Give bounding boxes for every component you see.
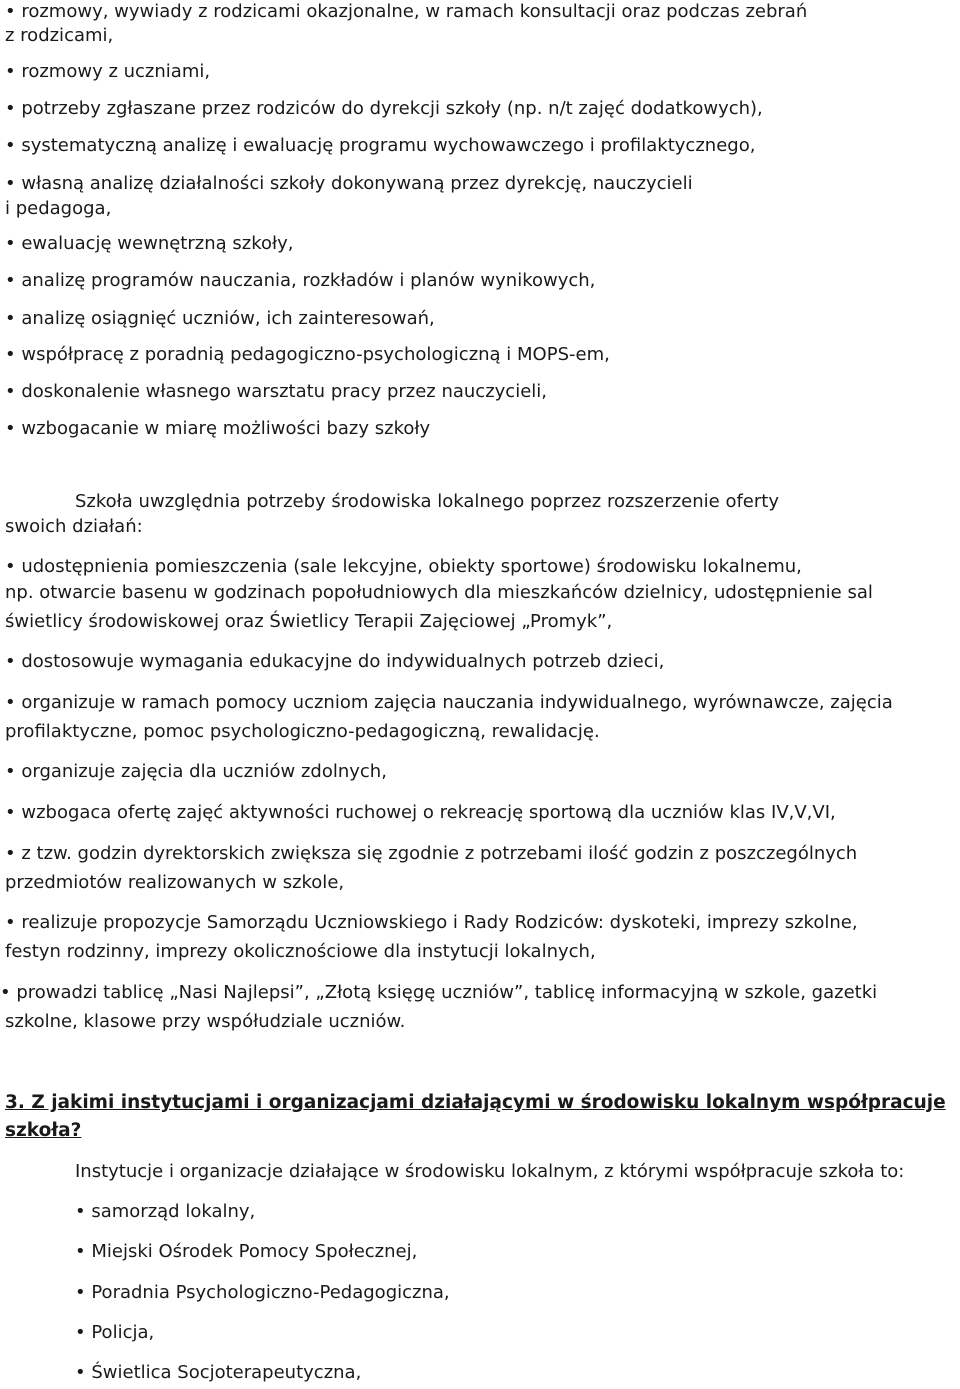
list-item: • współpracę z poradnią pedagogiczno-psychologiczną i MOPS-em, [5, 343, 610, 367]
list-item: • ewaluację wewnętrzną szkoły, [5, 232, 293, 256]
list-item: • doskonalenie własnego warsztatu pracy przez nauczycieli, [5, 380, 547, 404]
institution-item: • Poradnia Psychologiczno-Pedagogiczna, [75, 1281, 450, 1305]
list-item-continuation: np. otwarcie basenu w godzinach popołudniowych dla mieszkańców dzielnicy, udostępnienie sal [5, 582, 873, 603]
institution-item: • Świetlica Socjoterapeutyczna, [75, 1361, 361, 1385]
list-item: • organizuje zajęcia dla uczniów zdolnych, [5, 760, 387, 784]
list-item: • analizę osiągnięć uczniów, ich zainteresowań, [5, 307, 435, 331]
list-item: • udostępnienia pomieszczenia (sale lekcyjne, obiekty sportowe) środowisku lokalnemu, [5, 555, 802, 579]
list-item: • prowadzi tablicę „Nasi Najlepsi”, „Złotą księgę uczniów”, tablicę informacyjną w szkole, gazetki [0, 981, 877, 1005]
institution-item: • samorząd lokalny, [75, 1200, 255, 1224]
paragraph-line: swoich działań: [5, 516, 143, 537]
list-item-continuation: festyn rodzinny, imprezy okolicznościowe dla instytucji lokalnych, [5, 941, 596, 962]
list-item: • organizuje w ramach pomocy uczniom zajęcia nauczania indywidualnego, wyrównawcze, zajęcia [5, 691, 893, 715]
paragraph-line: Szkoła uwzględnia potrzeby środowiska lokalnego poprzez rozszerzenie oferty [75, 491, 779, 512]
list-item-continuation: świetlicy środowiskowej oraz Świetlicy Terapii Zajęciowej „Promyk”, [5, 611, 613, 632]
list-item: • własną analizę działalności szkoły dokonywaną przez dyrekcję, nauczycieli [5, 172, 693, 196]
list-item: • rozmowy z uczniami, [5, 60, 210, 84]
section-heading: 3. Z jakimi instytucjami i organizacjami działającymi w środowisku lokalnym współpracuje [5, 1092, 946, 1113]
list-item-continuation: szkolne, klasowe przy współudziale uczniów. [5, 1011, 406, 1032]
list-item: • dostosowuje wymagania edukacyjne do indywidualnych potrzeb dzieci, [5, 650, 664, 674]
list-item: • rozmowy, wywiady z rodzicami okazjonalne, w ramach konsultacji oraz podczas zebrań [5, 0, 807, 24]
institution-item: • Policja, [75, 1321, 154, 1345]
list-item-continuation: i pedagoga, [5, 198, 112, 219]
list-item-continuation: profilaktyczne, pomoc psychologiczno-pedagogiczną, rewalidację. [5, 721, 600, 742]
list-item: • realizuje propozycje Samorządu Uczniowskiego i Rady Rodziców: dyskoteki, imprezy szkolne, [5, 911, 858, 935]
list-item: • systematyczną analizę i ewaluację programu wychowawczego i profilaktycznego, [5, 134, 755, 158]
list-item: • z tzw. godzin dyrektorskich zwiększa się zgodnie z potrzebami ilość godzin z poszczególnych [5, 842, 857, 866]
institution-item: • Miejski Ośrodek Pomocy Społecznej, [75, 1240, 417, 1264]
list-item: • potrzeby zgłaszane przez rodziców do dyrekcji szkoły (np. n/t zajęć dodatkowych), [5, 97, 763, 121]
section-intro: Instytucje i organizacje działające w środowisku lokalnym, z którymi współpracuje szkoła to: [75, 1161, 905, 1182]
list-item: • wzbogaca ofertę zajęć aktywności ruchowej o rekreację sportową dla uczniów klas IV,V,VI, [5, 801, 836, 825]
list-item: • analizę programów nauczania, rozkładów i planów wynikowych, [5, 269, 595, 293]
list-item-continuation: z rodzicami, [5, 25, 114, 46]
section-heading-continuation: szkoła? [5, 1120, 82, 1141]
list-item: • wzbogacanie w miarę możliwości bazy szkoły [5, 417, 430, 441]
list-item-continuation: przedmiotów realizowanych w szkole, [5, 872, 345, 893]
